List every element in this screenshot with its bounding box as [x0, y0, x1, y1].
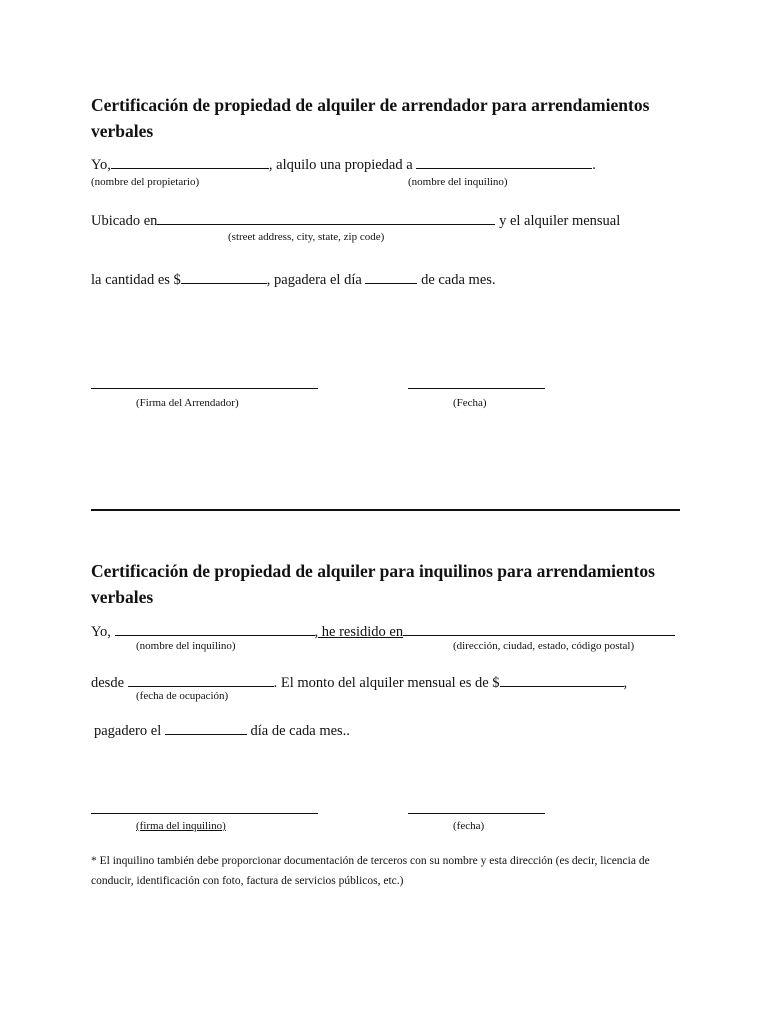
tenant-line-1: [91, 621, 675, 641]
comma-separator: ,: [268, 157, 273, 173]
tenant-signature-line[interactable]: [91, 813, 318, 814]
monthly-rent-text: y el alquiler mensual: [499, 213, 621, 229]
tenant-date-line[interactable]: [408, 813, 545, 814]
residence-address-field[interactable]: [403, 621, 675, 636]
day-each-month-text: día de cada mes..: [250, 723, 350, 739]
landlord-date-line[interactable]: [408, 388, 545, 389]
owner-name-field[interactable]: [111, 154, 269, 169]
each-month-text: de cada mes.: [421, 272, 496, 288]
resided-text: , he residido en: [314, 624, 404, 640]
payable-day-text: , pagadera el día: [266, 272, 362, 288]
rent-property-text: alquilo una propiedad a: [276, 157, 413, 173]
tenant-date-label: (fecha): [453, 820, 485, 832]
payable-label: pagadero el: [94, 723, 162, 739]
payment-day-field[interactable]: [165, 720, 247, 735]
occupancy-date-hint: (fecha de ocupación): [136, 690, 229, 702]
tenant-name-field[interactable]: [416, 154, 592, 169]
period: .: [592, 157, 596, 173]
amount-label: la cantidad es $: [91, 272, 181, 288]
tenant-certification-title: Certificación de propiedad de alquiler para inquilinos para arrendamientos verbales: [91, 561, 655, 607]
landlord-date-label: (Fecha): [453, 397, 487, 409]
located-label: Ubicado en: [91, 213, 158, 229]
yo-label: Yo,: [91, 157, 111, 173]
payment-day-field[interactable]: [365, 269, 417, 284]
landlord-line-1: [91, 154, 596, 174]
landlord-certification-title: Certificación de propiedad de alquiler de arrendador para arrendamientos verbales: [91, 95, 650, 141]
monthly-rent-field[interactable]: [500, 672, 624, 687]
landlord-signature-line[interactable]: [91, 388, 318, 389]
address-hint: (dirección, ciudad, estado, código postal): [453, 640, 635, 652]
footnote: * El inquilino también debe proporcionar documentación de terceros con su nombre y esta dirección (es decir, licencia de conducir, identificación con foto, factura de servicios públicos, etc.): [91, 855, 650, 887]
occupancy-date-field[interactable]: [128, 672, 274, 687]
tenant-name-field[interactable]: [115, 621, 315, 636]
rent-amount-field[interactable]: [181, 269, 267, 284]
tenant-line-3: [94, 720, 350, 740]
address-hint: (street address, city, state, zip code): [228, 231, 385, 243]
comma: ,: [623, 675, 628, 691]
landlord-line-3: [91, 269, 496, 289]
section-divider: [91, 509, 680, 511]
yo-label: Yo,: [91, 624, 111, 640]
since-label: desde: [91, 675, 125, 691]
tenant-name-hint: (nombre del inquilino): [408, 176, 508, 188]
monthly-rent-text: . El monto del alquiler mensual es de $: [273, 675, 500, 691]
landlord-line-2: [91, 210, 620, 230]
landlord-signature-label: (Firma del Arrendador): [136, 397, 239, 409]
tenant-signature-label: (firma del inquilino): [136, 820, 226, 832]
tenant-line-2: [91, 672, 627, 692]
owner-name-hint: (nombre del propietario): [91, 176, 200, 188]
tenant-name-hint: (nombre del inquilino): [136, 640, 236, 652]
property-address-field[interactable]: [157, 210, 495, 225]
